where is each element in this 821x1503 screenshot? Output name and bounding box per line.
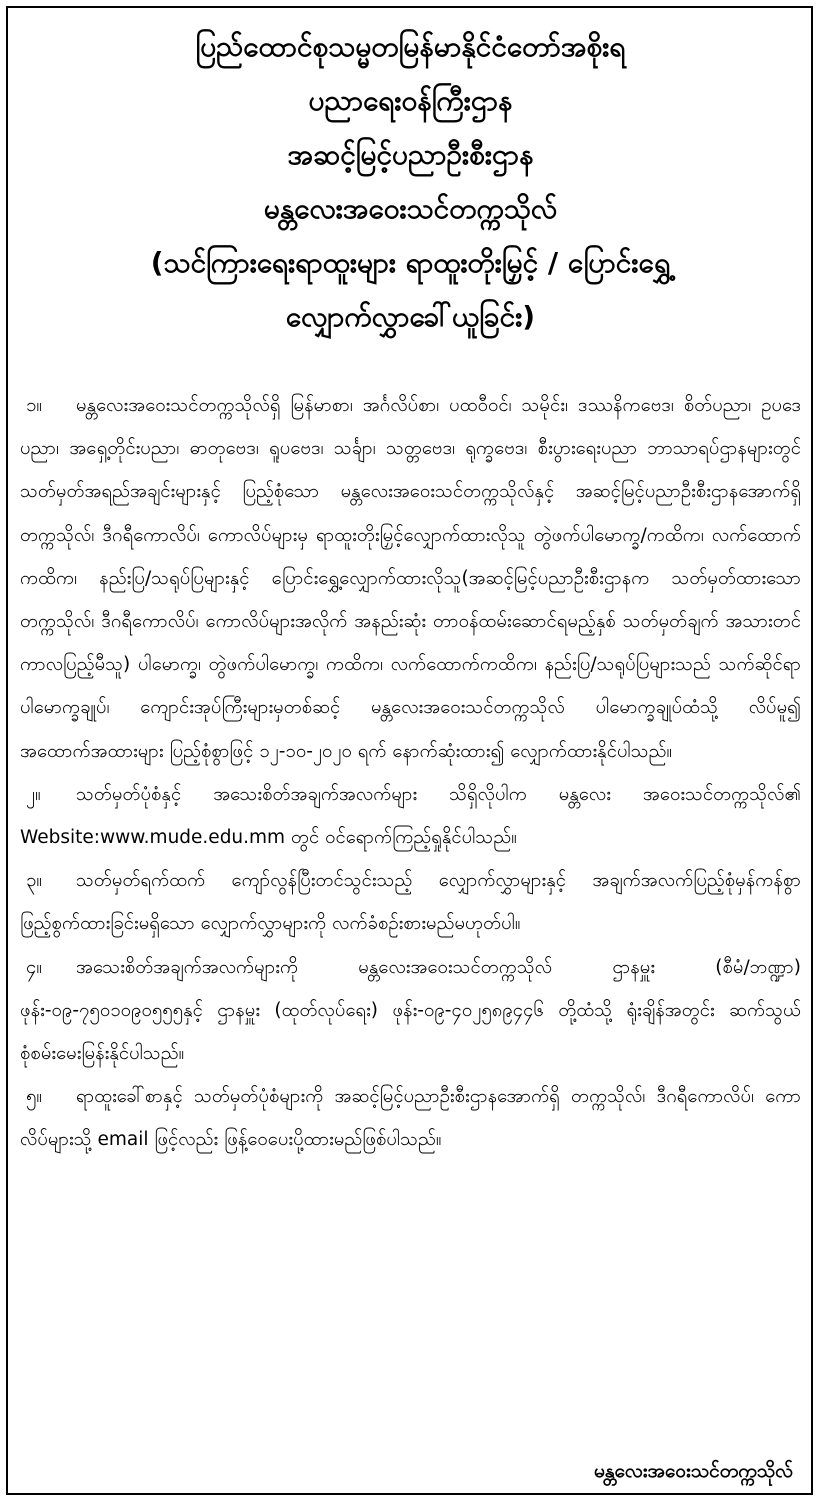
paragraph-text: အသေးစိတ်အချက်အလက်များကို မန္တလေးအဝေးသင်တက္ကသိုလ် ဌာနမှူး (စီမံ/ဘဏ္ဍာ) ဖုန်း-၀၉-၇၅၀၁၀၉၀၅၅၅နှင့် ဌာနမှူး (ထုတ်လုပ်ရေး) ဖုန်း-၀၉-၄၀၂၅၈၉၄၄၆ တို့ထံသို့ ရုံးချိန်အတွင်း ဆက်သွယ်စုံစမ်းမေးမြန်းနိုင်ပါသည်။ <box>20 956 801 1065</box>
header-line-ministry: ပညာရေးဝန်ကြီးဌာန <box>308 84 513 117</box>
paragraph-number: ၂။ <box>26 783 41 805</box>
paragraph-text: သတ်မှတ်ရက်ထက် ကျော်လွန်ပြီးတင်သွင်းသည့် လျှောက်လွှာများနှင့် အချက်အလက်ပြည့်စုံမှန်ကန်စွာ ဖြည့်စွက်ထားခြင်းမရှိသော လျှောက်လွှာများကို လက်ခံစဉ်းစားမည်မဟုတ်ပါ။ <box>20 870 801 935</box>
paragraph-1 <box>20 384 801 773</box>
signature-university: မန္တလေးအဝေးသင်တက္ကသိုလ် <box>593 1460 793 1482</box>
paragraph-number: ၅။ <box>26 1086 43 1108</box>
paragraph-text: သတ်မှတ်ပုံစံနှင့် အသေးစိတ်အချက်အလက်များ သိရှိလိုပါက မန္တလေး အဝေးသင်တက္ကသိုလ်၏ Website:www.mude.edu.mm တွင် ဝင်ရောက်ကြည့်ရှုနိုင်ပါသည်။ <box>20 783 801 849</box>
paragraph-number: ၃။ <box>26 870 43 892</box>
paragraph-4 <box>20 946 801 1076</box>
paragraph-number: ၁။ <box>26 395 43 416</box>
paragraph-number: ၄။ <box>26 956 43 978</box>
paragraph-3 <box>20 859 801 945</box>
notice-body <box>20 384 801 1162</box>
header-line-university: မန္တလေးအဝေးသင်တက္ကသိုလ် <box>263 192 558 225</box>
paragraph-2 <box>20 773 801 859</box>
paragraph-text: ရာထူးခေါ်စာနှင့် သတ်မှတ်ပုံစံများကို အဆင့်မြင့်ပညာဦးစီးဌာနအောက်ရှိ တက္ကသိုလ်၊ ဒီဂရီကောလိပ်၊ ကောလိပ်များသို့ email ဖြင့်လည်း ဖြန့်ဝေပေးပို့ထားမည်ဖြစ်ပါသည်။ <box>20 1086 801 1151</box>
header-line-department: အဆင့်မြင့်ပညာဦးစီးဌာန <box>287 138 534 171</box>
header-line-subject: (သင်ကြားရေးရာထူးများ ရာထူးတိုးမြှင့် / ပြောင်းရွှေ့ <box>150 246 671 279</box>
header-line-government: ပြည်ထောင်စုသမ္မတမြန်မာနိုင်ငံတော်အစိုးရ <box>195 30 626 63</box>
paragraph-text: မန္တလေးအဝေးသင်တက္ကသိုလ်ရှိ မြန်မာစာ၊ အင်္ဂလိပ်စာ၊ ပထဝီဝင်၊ သမိုင်း၊ ဒဿနိကဗေဒ၊ စိတ်ပညာ၊ ဥပဒေပညာ၊ အရှေ့တိုင်းပညာ၊ ဓာတုဗေဒ၊ ရူပဗေဒ၊ သင်္ချာ၊ သတ္တဗေဒ၊ ရုက္ခဗေဒ၊ စီးပွားရေးပညာ ဘာသာရပ်ဌာနများတွင် သတ်မှတ်အရည်အချင်းများနှင့် ပြည့်စုံသော မန္တလေးအဝေးသင်တက္ကသိုလ်နှင့် အဆင့်မြင့်ပညာဦးစီးဌာနအောက်ရှိ တက္ကသိုလ်၊ ဒီဂရီကောလိပ်၊ ကောလိပ်များမှ ရာထူးတိုးမြှင့်လျှောက်ထားလိုသူ တွဲဖက်ပါမောက္ခ/ကထိက၊ လက်ထောက်ကထိက၊ နည်းပြ/သရုပ်ပြများနှင့် ပြောင်းရွှေ့လျှောက်ထားလိုသူ(အဆင့်မြင့်ပညာဦးစီးဌာနက သတ်မှတ်ထားသော တက္ကသိုလ်၊ ဒီဂရီကောလိပ်၊ ကောလိပ်များအလိုက် အနည်းဆုံး တာဝန်ထမ်းဆောင်ရမည့်နှစ် သတ်မှတ်ချက် အသားတင်ကာလပြည့်မီသူ) ပါမောက္ခ၊ တွဲဖက်ပါမောက္ခ၊ ကထိက၊ လက်ထောက်ကထိက၊ နည်းပြ/သရုပ်ပြများသည် သက်ဆိုင်ရာ ပါမောက္ခချုပ်၊ ကျောင်းအုပ်ကြီးများမှတစ်ဆင့် မန္တလေးအဝေးသင်တက္ကသိုလ် ပါမောက္ခချုပ်ထံသို့ လိပ်မူ၍ အထောက်အထားများ ပြည့်စုံစွာဖြင့် ၁၂-၁၀-၂၀၂၀ ရက် နောက်ဆုံးထား၍ လျှောက်ထားနိုင်ပါသည်။ <box>20 395 801 762</box>
notice-header <box>10 20 811 344</box>
header-line-subject-cont: လျှောက်လွှာခေါ်ယူခြင်း) <box>285 300 536 333</box>
paragraph-5 <box>20 1075 801 1161</box>
